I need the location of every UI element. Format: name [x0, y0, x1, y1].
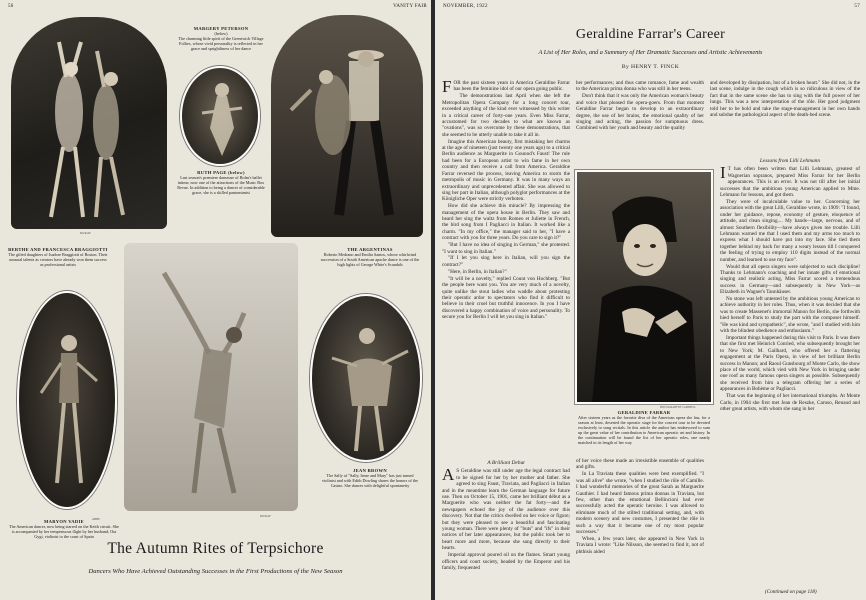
caption-text: The gifted daughters of Isadore Braggiotti of Boston. Their unusual talents as creators have already won them success as professional artists [8, 252, 108, 267]
paragraph: They were of incalculable value to her. Concerning her association with the great Lilli, Geraldine wrote, in 1909: "I found, under her guidance, repose, economy of gesture, eloquence of attitude, and clean singing.... My hands—large, nervous, and of almost Southern flexibility—have always given me trouble. Lilli Lehmann warned me that I used them and my arms too much to express what I should have put into my face. She tied them together behind my back for many a weary lesson till I conquered the feeling of trying to employ 110 digits instead of the normal number, and learned to use my face". [720, 198, 860, 263]
byline: By HENRY T. FINCK [621, 64, 680, 70]
paragraph: That was the beginning of her international triumphs. At Monte Carlo, in 1904 she first met Jean de Reszke, Caruso, Renaud and other great artists, with whom she sang in her [720, 393, 860, 412]
article-column-3-lower: Lessons from Lilli Lehmann I T has often been written that Lilli Lehmann, greatest of Wagnerian sopranos, prepared Miss Farrar for her Berlin appearances. This is an error. It was not till after her initial successes that the ambitious young American applied to Mme. Lehmann for lessons, and got them. They were of incalculable value to her. Concerning her association with the great Lilli, Geraldine wrote, in 1909: "I found, under her guidance, repose, economy of gesture, eloquence of attitude, and clean singing.... My hands—large, nervous, and of almost Southern flexibility—have always given me trouble. Lilli Lehmann warned me that I used them and my arms too much to express what I should have put into my face. She tied them together behind my back for many a weary lesson till I conquered the feeling of trying to employ 110 digits instead of the normal number, and learned to use my face". Would that all opera singers were subjected to such discipline! Thanks to Lehmann's coaching and her innate gifts of emotional singing and realistic acting, Miss Farrar scored a tremendous success in Germany—and subsequently in New York—as Elizabeth in Wagner's Tannhäuser. No stone was left untested by the ambitious young American to achieve authority in her roles. Thus, when it was decided that she was to create Massenet's immortal Manon for Berlin, she forthwith hied herself to Paris to study the part with the composer himself. "He was kind and sympathetic", she wrote, "and I studied with him with the blindest obedience and enthusiasm." Important things happened during this visit to Paris. It was there that she first met Heinrich Conried, who subsequently brought her to New York; M. Gailhard, who offered her a flattering engagement at the Paris Opera, in view of her brilliant Berlin success in Manon; and Raoul Gunsbourg of Monte Carlo, the show place of the world, which vied with New York in bringing under one roof as many famous opera singers as possible. Subsequently she received from him a telegram offering her a series of appearances in Bohème or Pagliacci. That was the beginning of her international triumphs. At Monte Carlo, in 1904 she first met Jean de Reszke, Caruso, Renaud and other great artists, with whom she sang in her [720, 158, 860, 412]
article-column-1-lower: A Brilliant Debut A S Geraldine was still under age the legal contract had to be signed for her by her mother and father. She agreed to sing Faust, Traviata, and Pagliacci in Italian and in the meantime learn the German language for future use. Then on October 15, 1901, came her brilliant début as a Marguerite who was neither the fat forty—and the newspapers echoed the joy of the audience over this discovery. Not that the critics dwelled on her voice or figure; but they were pleased to see a beautiful and fascinating young woman. There were plenty of "buts" and "ifs" in their notices of her later appearances, but the public took her to heart more and more, because she sang directly to their hearts. Imperial approval poured oil on the flames. Smart young officers and court society, headed by the Emperor and his family, frequented [442, 460, 570, 571]
paragraph: "Here, in Berlin, in Italian?" [448, 268, 507, 275]
photo-credit: PHOTOGRAPH BY CAMPBELL [660, 406, 697, 409]
left-page [0, 0, 431, 600]
caption-sub: (below) [214, 31, 228, 36]
caption-text: The American dancer, now being starred on the Keith circuit. She is accompanied by her tempestuous flight by her husband, Ota Gygi, violinist to the court of Spain [9, 524, 119, 539]
photo-credit: MURAY [80, 232, 92, 235]
paragraph: The demonstrations last April when she left the Metropolitan Opera Company for a long concert tour, exceeded anything of the kind ever witnessed by this writer in a critical career of forty-one years. Even Miss Farrar, accustomed for two decades to what are known as "ovations", was so overcome by these demonstrations, that she seemed to be utterly unable to take it all in. [442, 93, 570, 138]
caption-maryon-vadie [8, 519, 120, 539]
paragraph: In La Traviata these qualities were best exemplified. "I was all alive" she wrote, "when I studied the rôle of Camille. I had wonderful memories of the great Sarah as Marguerite Gauthier. I had heard famous prima donnas in Traviata, but few, other than the emotional Bellincioni had ever successfully acted the operatic heroine. I was allowed to eliminate much of the stilted traditional setting, and, with modern scenery and new costumes, I presented the rôle in such a way that it became one of my most popular successes." [576, 471, 704, 535]
paragraph: No stone was left untested by the ambitious young American to achieve authority in her roles. Thus, when it was decided that she was to create Massenet's immortal Manon for Berlin, she forthwith hied herself to Paris to study the part with the composer himself. "He was kind and sympathetic", she wrote, "and I studied with him with the blindest obedience and enthusiasm." [720, 296, 860, 335]
right-page [435, 0, 866, 600]
caption-name: THE ARGENTINAS [347, 247, 393, 252]
paragraph: How did she achieve this miracle? By impressing the management of the opera house in Berlin. They saw and heard her sing the waltz from Romeo et Juliette in French, the bird song from I Pagliacci in Italian. It worked like a charm. "In my office," the manager said to her, "I have a contract with you for three years. Do you care to sign it?" [442, 203, 570, 242]
dancers-photo-braggiotti [11, 17, 167, 229]
paragraph: When, a few years later, she appeared in New York in Traviata I wrote: "Like Nilsson, she seemed to find it, not of phthisis aided [576, 535, 704, 555]
caption-text: Last season's premiere danseuse of Bolm's ballet intime, now one of the attractions of the Music Box Revue. In addition to being a dancer of considerable grace, she is a skilled pantomimist [177, 175, 265, 195]
photo-credit: MURAY [260, 515, 272, 518]
portrait-photo-geraldine-farrar [575, 170, 713, 404]
article-column-3 [710, 80, 860, 156]
dancer-photo-maryon-vadie [17, 291, 117, 509]
page-number: 56 [8, 4, 14, 9]
caption-name: RUTH PAGE (below) [197, 170, 245, 175]
running-head: VANITY FAIR [393, 4, 427, 9]
dancers-photo-argentinas [271, 15, 423, 237]
continued-note: (Continued on page 118) [765, 589, 817, 595]
paragraph: her performances; and thus came romance, fame and wealth to the American prima donna who was still in her teens. [576, 80, 704, 93]
dancer-photo-center [124, 243, 298, 511]
caption-argentinas [320, 247, 420, 267]
paragraph: Don't think that it was only the American woman's beauty and voice that pleased the opera-goers. From that moment Geraldine Farrar began to develop to an extraordinary degree, the use of her brains, the emotional quality of her singing and acting, the passion for sumptuous dress. Combined with her youth and beauty and the quality [576, 93, 704, 132]
paragraph: "If I let you sing here in Italian, will you sign the contract?" [442, 255, 570, 268]
caption-text: The charming little spirit of the Greenwich Village Follies, whose vivid personality is reflected in her grace and sprightliness of her dance [178, 36, 264, 51]
caption-name: JEAN BROWN [352, 468, 387, 473]
article-column-2-lower [576, 458, 704, 598]
caption-name: MARGERY PETERSON [193, 26, 249, 31]
paragraph: T has often been written that Lilli Lehmann, greatest of Wagnerian sopranos, prepared Miss Farrar for her Berlin appearances. This is an error. It was not till after her initial successes that the ambitious young American applied to Mme. Lehmann for lessons, and got them. [720, 166, 860, 199]
photo-credit: ABBE [92, 518, 101, 521]
caption-margery-peterson [175, 26, 267, 51]
page-title: The Autumn Rites of Terpsichore [107, 540, 324, 557]
caption-ruth-page [175, 170, 267, 195]
subhead-lessons: Lessons from Lilli Lehmann [759, 158, 821, 164]
subhead-brilliant-debut: A Brilliant Debut [487, 460, 525, 466]
caption-text: The Sally of "Sally, Irene and Mary" has just turned violinist and with Edith Dowling shares the honors of the Casino. She dances with delightful spontaneity [322, 473, 418, 488]
caption-text: After sixteen years as the favorite diva of the American opera she has, for a season at least, deserted the operatic stage for the concert tour to be devoted exclusively to song recitals. In this article the author has endeavored to sum up the great value of her contribution to American operatic art and history. In the continuation will be found the list of her operatic roles, one nearly matched in its length of her way [578, 415, 710, 445]
caption-name: GERALDINE FARRAR [617, 410, 671, 415]
paragraph: OR the past sixteen years in America Geraldine Farrar has been the feminine idol of our opera going public. [453, 80, 570, 93]
running-head: NOVEMBER, 1922 [443, 4, 488, 9]
article-subtitle: A List of Her Roles, and a Summary of Her Dramatic Successes and Artistic Achievements [538, 49, 763, 56]
paragraph: "But I have no idea of singing in German," she protested. "I want to sing in Italian." [442, 242, 570, 255]
article-column-2 [576, 80, 704, 162]
caption-name: BERTHE AND FRANCESCA BRAGGIOTTI [8, 247, 108, 252]
paragraph: Important things happened during this visit to Paris. It was there that she first met Heinrich Conried, who subsequently brought her to New York; M. Gailhard, who offered her a flattering engagement at the Paris Opera, in view of her brilliant Berlin success in Manon; and Raoul Gunsbourg of Monte Carlo, the show place of the world, which vied with New York in bringing under one roof as many famous opera singers as possible. Subsequently she received from him a telegram offering her a series of appearances in Bohème or Pagliacci. [720, 334, 860, 393]
dancer-photo-jean-brown [310, 294, 422, 462]
page-number: 57 [854, 4, 860, 9]
caption-braggiotti [8, 247, 108, 267]
paragraph: and developed by dissipation, but of a broken heart." She did not, in the last scene, indulge in the cough which is so ridiculous in view of the fact that in the same scene she has to sing with the full power of her lungs. This was a new interpretation of the rôle. Her good judgment told her to be bold and take the stage-management in her own hands and subdue the pathological aspect of the death-bed scene. [710, 80, 860, 119]
caption-name: MARYON VADIE [44, 519, 84, 524]
caption-jean-brown [320, 468, 420, 488]
paragraph: S Geraldine was still under age the legal contract had to be signed for her by her mother and father. She agreed to sing Faust, Traviata, and Pagliacci in Italian and in the meantime learn the German language for future use. Then on October 15, 1901, came her brilliant début as a Marguerite who was neither the fat forty—and the newspapers echoed the joy of the audience over this discovery. Not that the critics dwelled on her voice or figure; but they were pleased to see a beautiful and fascinating young woman. There were plenty of "buts" and "ifs" in their notices of her later appearances, but the public took her to heart more and more, because she sang directly to their hearts. [442, 468, 570, 552]
dancer-photo-ruth-page [180, 66, 260, 166]
caption-text: Roberto Medrano and Emilia Santos, whose whirlwind succession of a South American apache dance is one of the high lights of George White's Scandals [320, 252, 420, 267]
article-title: Geraldine Farrar's Career [575, 27, 726, 42]
caption-geraldine-farrar [578, 410, 710, 445]
article-column-1: FOR the past sixteen years in America Geraldine Farrar has been the feminine idol of our opera going public. The demonstrations last April when she left the Metropolitan Opera Company for a long concert tour, exceeded anything of the kind ever witnessed by this writer in a critical career of forty-one years. Even Miss Farrar, accustomed for two decades to what are known as "ovations", was so overcome by these demonstrations, that she seemed to be utterly unable to take it all in. Imagine this American beauty, first mistaking her charms at the age of nineteen (just twenty one years ago) to a critical Berlin audience as Marguerite in Gounod's Faust! The rule had been for a European artist to win fame in her own country and then receive a call from America. Geraldine Farrar reversed the process, leaving America to storm the metropolis of music in Germany. It was in many ways an extraordinary and unprecedented affair. She was allowed to sing her part in Italian, although polyglot performances at the Königliche Oper were strictly verboten. How did she achieve this miracle? By impressing the management of the opera house in Berlin. They saw and heard her sing the waltz from Romeo et Juliette in French, the bird song from I Pagliacci in Italian. It worked like a charm. "In my office," the manager said to her, "I have a contract with you for three years. Do you care to sign it?" "But I have no idea of singing in German," she protested. "I want to sing in Italian." "If I let you sing here in Italian, will you sign the contract?" "Here, in Berlin, in Italian?" "It will be a novelty," replied Count von Hochberg. "But the people here want you. You are very much of a novelty, quite unlike the stout ladies who waddle about protesting their operatic ardor to spectators who find it difficult to believe in their cruel but truthful innocence. In you I have discovered a happy combination of voice and personality. To secure you for Berlin I will let you sing in Italian." [442, 80, 570, 321]
paragraph: of her voice these made an irresistible ensemble of qualities and gifts. [576, 458, 704, 471]
paragraph: Imperial approval poured oil on the flames. Smart young officers and court society, headed by the Emperor and his family, frequented [442, 552, 570, 571]
paragraph: Imagine this American beauty, first mistaking her charms at the age of nineteen (just twenty one years ago) to a critical Berlin audience as Marguerite in Gounod's Faust! The rule had been for a European artist to win fame in her own country and then receive a call from America. Geraldine Farrar reversed the process, leaving America to storm the metropolis of music in Germany. It was in many ways an extraordinary and unprecedented affair. She was allowed to sing her part in Italian, although polyglot performances at the Königliche Oper were strictly verboten. [442, 138, 570, 203]
page-subtitle: Dancers Who Have Achieved Outstanding Successes in the First Productions of the New Season [88, 568, 343, 575]
paragraph: Would that all opera singers were subjected to such discipline! Thanks to Lehmann's coaching and her innate gifts of emotional singing and realistic acting, Miss Farrar scored a tremendous success in Germany—and subsequently in New York—as Elizabeth in Wagner's Tannhäuser. [720, 263, 860, 296]
paragraph: "It will be a novelty," replied Count von Hochberg. "But the people here want you. You are very much of a novelty, quite unlike the stout ladies who waddle about protesting their operatic ardor to spectators who find it difficult to believe in their cruel but truthful innocence. In you I have discovered a happy combination of voice and personality. To secure you for Berlin I will let you sing in Italian." [442, 275, 570, 321]
